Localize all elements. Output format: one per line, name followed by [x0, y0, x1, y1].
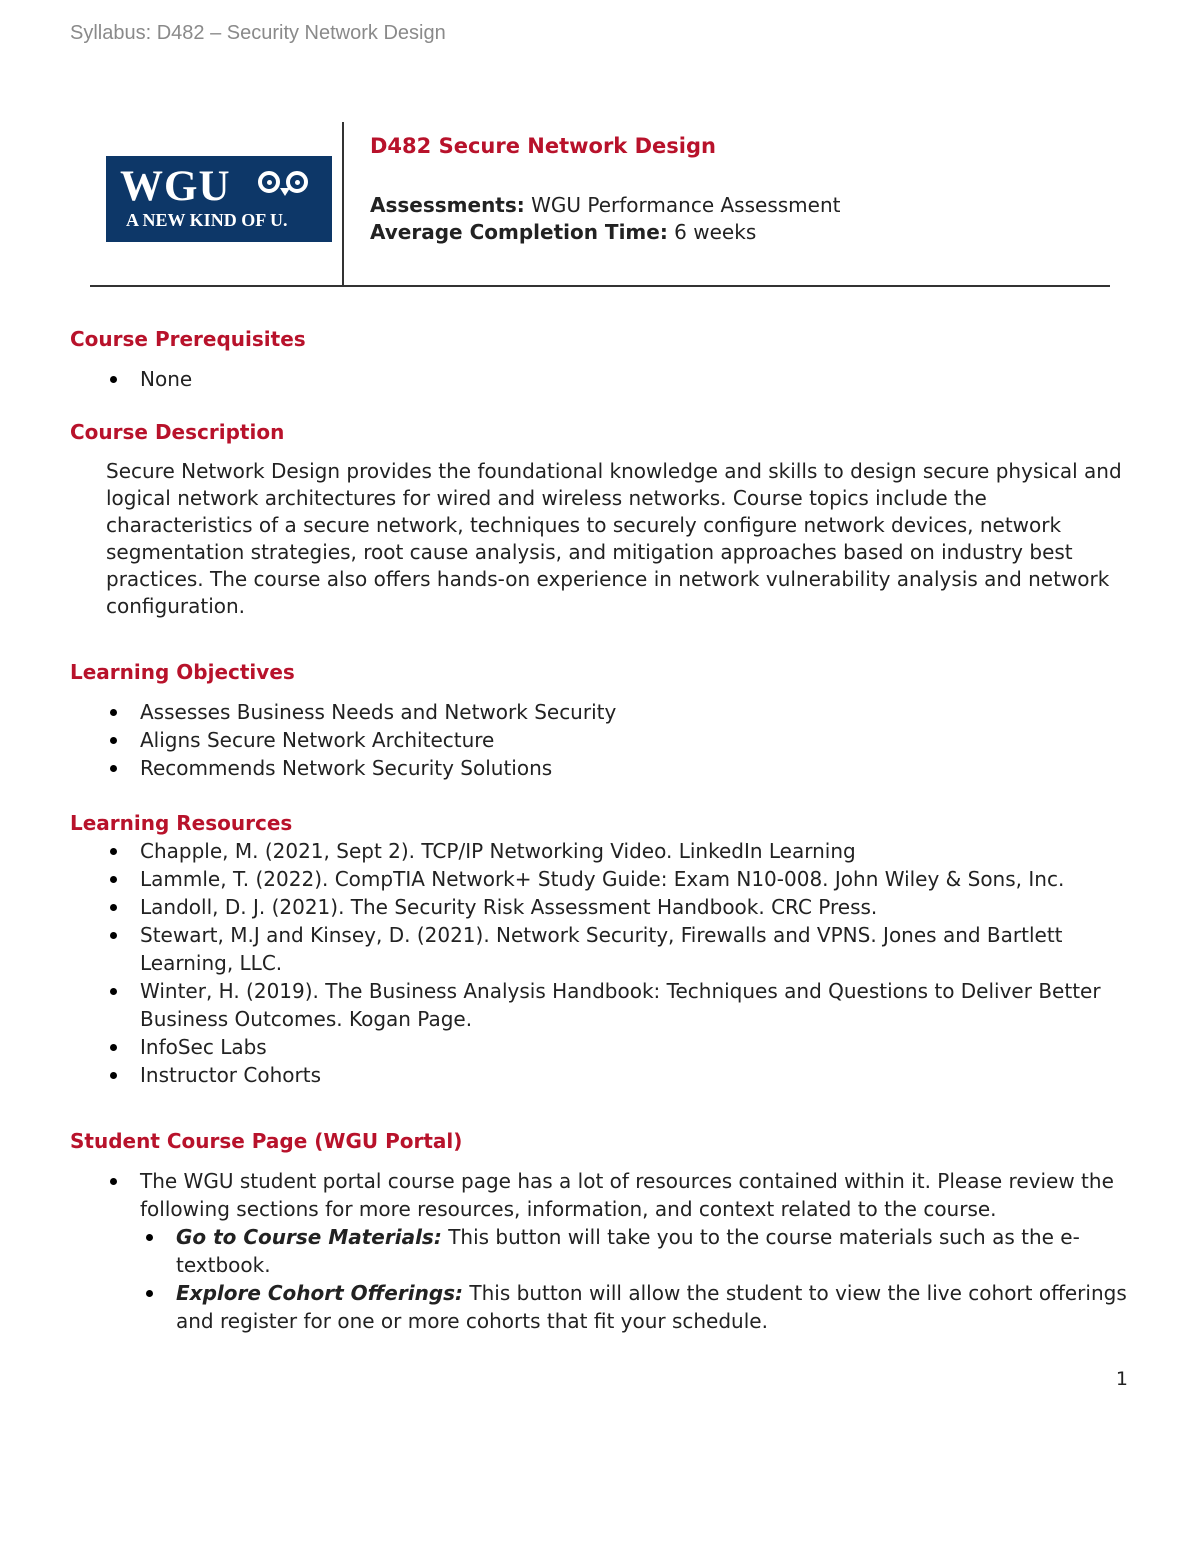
header-divider [342, 122, 344, 285]
portal-sub-list [70, 1223, 1130, 1335]
running-header: Syllabus: D482 – Security Network Design [70, 22, 446, 44]
header-info [370, 134, 840, 246]
objectives-list [70, 698, 1130, 782]
list-item: Recommends Network Security Solutions [70, 754, 1130, 782]
course-description: Secure Network Design provides the foundational knowledge and skills to design secure physical and logical network architectures for wired and wireless networks. Course topics include the characteristics of a secure network, techniques to securely configure network devices, network segmentation strategies, root cause analysis, and mitigation approaches based on industry best practices. The course also offers hands-on experience in network vulnerability analysis and network configuration. [106, 459, 1122, 618]
completion-line [370, 219, 840, 246]
course-materials-label: Go to Course Materials: [176, 1225, 442, 1249]
description-heading: Course Description [70, 420, 285, 444]
cohort-offerings-label: Explore Cohort Offerings: [176, 1281, 464, 1305]
page-number: 1 [1115, 1368, 1128, 1390]
resources-list [70, 837, 1130, 1089]
resources-heading: Learning Resources [70, 811, 293, 835]
list-item: Chapple, M. (2021, Sept 2). TCP/IP Networking Video. LinkedIn Learning [70, 837, 1130, 865]
list-item: InfoSec Labs [70, 1033, 1130, 1061]
logo-tagline: A NEW KIND OF U. [126, 210, 288, 230]
prerequisites-heading: Course Prerequisites [70, 327, 306, 351]
list-item: Explore Cohort Offerings: This button will allow the student to view the live cohort offerings and register for one or more cohorts that fit your schedule. [70, 1279, 1130, 1335]
list-item: None [70, 365, 1130, 393]
owl-icon [256, 168, 314, 200]
list-item: Stewart, M.J and Kinsey, D. (2021). Network Security, Firewalls and VPNS. Jones and Bartlett Learning, LLC. [70, 921, 1130, 977]
assessments-line [370, 192, 840, 219]
logo-wordmark: WGU [120, 163, 231, 210]
syllabus-content [70, 325, 1130, 1335]
objectives-heading: Learning Objectives [70, 660, 295, 684]
list-item: Assesses Business Needs and Network Security [70, 698, 1130, 726]
list-item: Landoll, D. J. (2021). The Security Risk Assessment Handbook. CRC Press. [70, 893, 1130, 921]
portal-heading: Student Course Page (WGU Portal) [70, 1129, 463, 1153]
completion-label: Average Completion Time: [370, 220, 668, 244]
list-item: Lammle, T. (2022). CompTIA Network+ Study Guide: Exam N10-008. John Wiley & Sons, Inc. [70, 865, 1130, 893]
list-item: The WGU student portal course page has a lot of resources contained within it. Please review the following sections for more resources, information, and context related to the course. [70, 1167, 1130, 1223]
portal-list [70, 1167, 1130, 1223]
list-item: Winter, H. (2019). The Business Analysis Handbook: Techniques and Questions to Deliver Better Business Outcomes. Kogan Page. [70, 977, 1130, 1033]
course-header [90, 122, 1110, 287]
prerequisites-list [70, 365, 1130, 393]
wgu-logo [106, 156, 332, 242]
list-item: Instructor Cohorts [70, 1061, 1130, 1089]
list-item: Aligns Secure Network Architecture [70, 726, 1130, 754]
completion-value: 6 weeks [667, 220, 757, 244]
course-title: D482 Secure Network Design [370, 134, 716, 158]
assessments-value: WGU Performance Assessment [524, 193, 841, 217]
assessments-label: Assessments: [370, 193, 525, 217]
list-item: Go to Course Materials: This button will take you to the course materials such as the e-textbook. [70, 1223, 1130, 1279]
